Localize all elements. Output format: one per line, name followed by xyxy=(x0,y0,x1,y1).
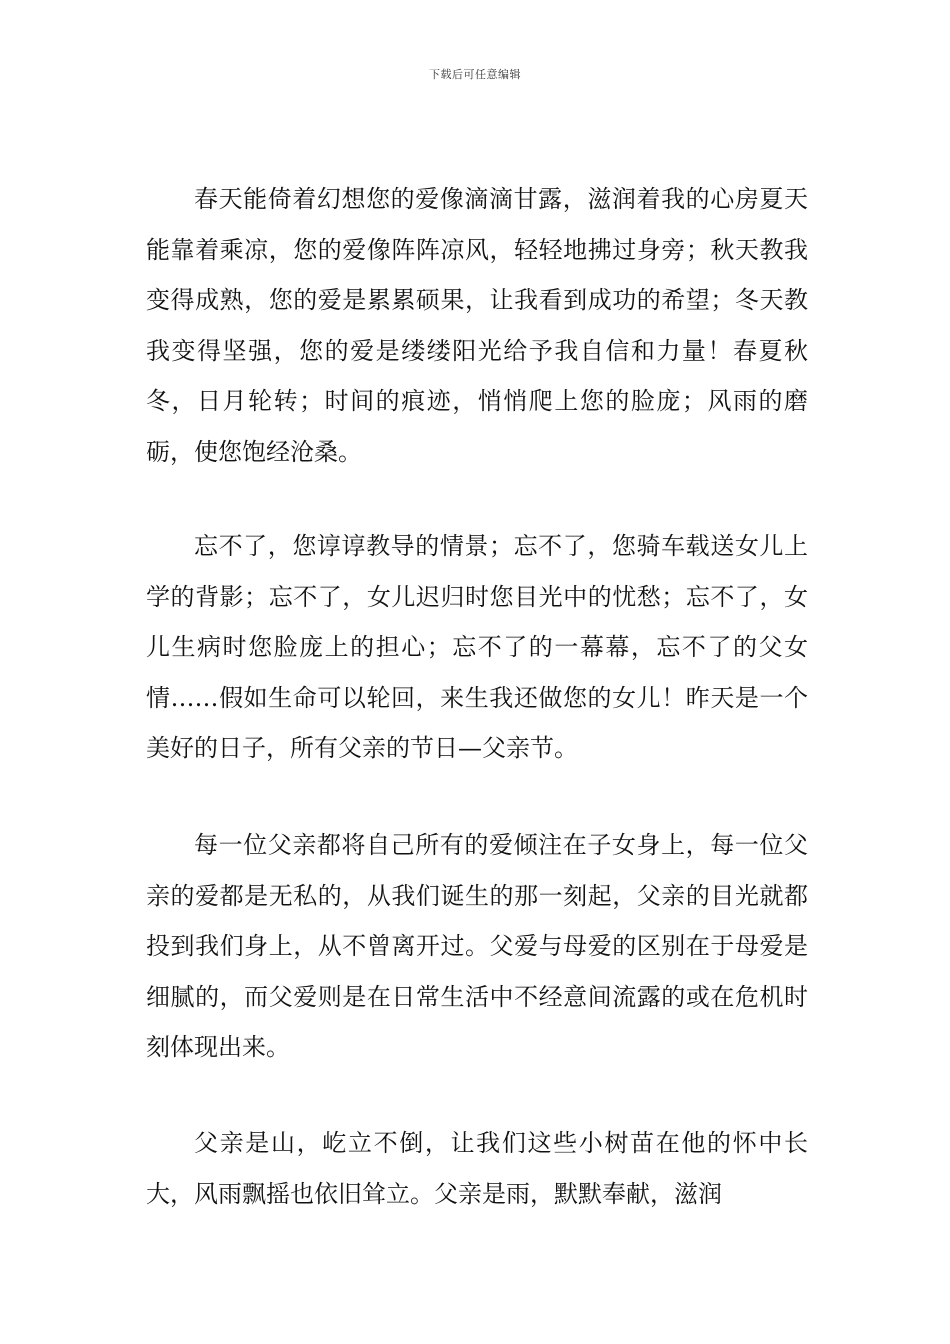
paragraph-fathers-love: 每一位父亲都将自己所有的爱倾注在子女身上，每一位父亲的爱都是无私的，从我们诞生的那一刻起，父亲的目光就都投到我们身上，从不曾离开过。父爱与母爱的区别在于母爱是细腻的，而父爱则是在日常生活中不经意间流露的或在危机时刻体现出来。 xyxy=(146,831,808,1061)
paragraph-spring-seasons: 春天能倚着幻想您的爱像滴滴甘露，滋润着我的心房夏天能靠着乘凉，您的爱像阵阵凉风，轻轻地拂过身旁；秋天教我变得成熟，您的爱是累累硕果，让我看到成功的希望；冬天教我变得坚强，您的爱是缕缕阳光给予我自信和力量！春夏秋冬，日月轮转；时间的痕迹，悄悄爬上您的脸庞；风雨的磨砺，使您饱经沧桑。 xyxy=(146,185,808,466)
paragraph-father-is-mountain: 父亲是山，屹立不倒，让我们这些小树苗在他的怀中长大，风雨飘摇也依旧耸立。父亲是雨，默默奉献，滋润 xyxy=(146,1129,808,1208)
paragraph-cannot-forget: 忘不了，您谆谆教导的情景；忘不了，您骑车载送女儿上学的背影；忘不了，女儿迟归时您目光中的忧愁；忘不了，女儿生病时您脸庞上的担心；忘不了的一幕幕，忘不了的父女情……假如生命可以轮回，来生我还做您的女儿！昨天是一个美好的日子，所有父亲的节日—父亲节。 xyxy=(146,532,808,762)
page-header: 下载后可任意编辑 xyxy=(429,68,521,81)
